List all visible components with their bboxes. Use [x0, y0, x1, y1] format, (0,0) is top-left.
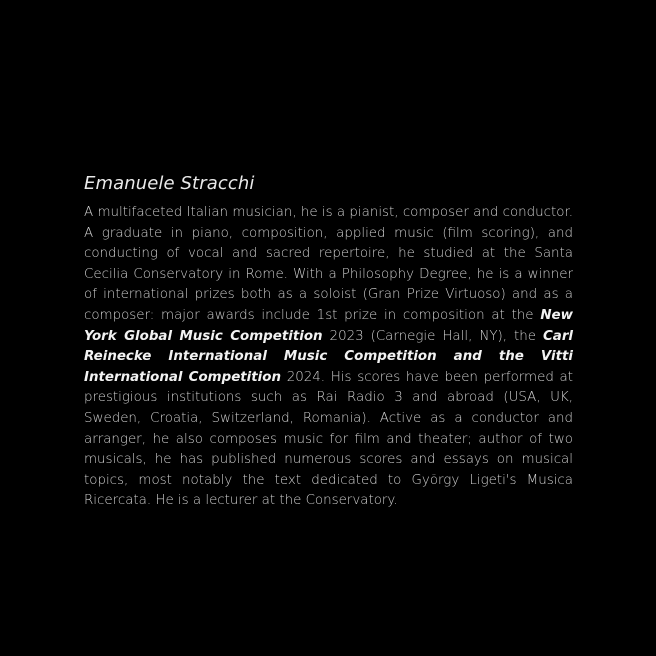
biography-card — [84, 172, 573, 512]
biography-text — [84, 203, 573, 512]
award-new-york-global-music-competition: New York Global Music Competition — [84, 307, 573, 344]
award-carl-reinecke-vitti-competitions: Carl Reinecke International Music Competition and the Vitti International Competition — [84, 328, 574, 385]
artist-name: Emanuele Stracchi — [84, 173, 255, 194]
bio-text-segment: A multifaceted Italian musician, he is a pianist, composer and conductor. A graduate in piano, composition, applied music (film scoring), and conducting of vocal and sacred repertoire, he studied at the Santa Cecilia Conservatory in Rome. With a Philosophy Degree, he is a winner of international prizes both as a soloist (Gran Prize Virtuoso) and as a composer: major awards include 1st prize in composition at the — [84, 205, 573, 323]
bio-text-segment: 2024. His scores have been performed at prestigious institutions such as Rai Radio 3 and abroad (USA, UK, Sweden, Croatia, Switzerland, Romania). Active as a conductor and arranger, he also composes music for film and theater; author of two musicals, he has published numerous scores and essays on musical topics, most notably the text dedicated to György Ligeti's Musica Ricercata. He is a lecturer at the Conservatory. — [84, 369, 573, 509]
bio-text-segment: 2023 (Carnegie Hall, NY), the — [322, 328, 543, 344]
